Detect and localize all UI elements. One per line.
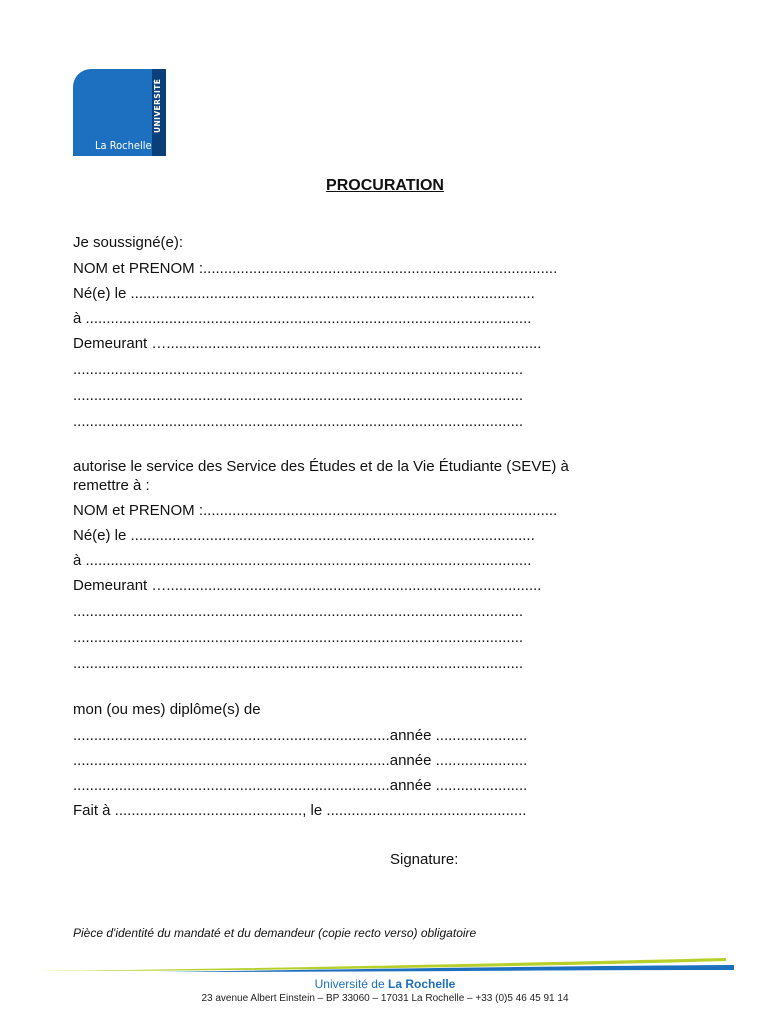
page-title: PROCURATION [326,177,444,194]
form-line-place-date: Fait à ............................................., le ................................................ [73,802,527,819]
form-line-blank: ............................................................................................................ [73,629,524,646]
form-line-authorize-cont: remettre à : [73,477,150,494]
form-line-name-1: NOM et PRENOM :..................................................................................... [73,260,558,277]
footnote: Pièce d'identité du mandaté et du demandeur (copie recto verso) obligatoire [73,926,477,940]
logo-vertical-text: UNIVERSITÉ [153,78,162,133]
form-line-born-2: Né(e) le ................................................................................................. [73,527,535,544]
form-line-place-1: à ........................................................................................................... [73,310,532,327]
university-logo [73,69,166,156]
form-line-diploma-year: ............................................................................année ...................... [73,752,528,769]
form-line-authorize: autorise le service des Service des Études et de la Vie Étudiante (SEVE) à [73,458,569,475]
form-line-address-1: Demeurant ….......................................................................................... [73,335,542,352]
footer-university-name: La Rochelle [388,977,456,991]
footer-swoosh [36,955,736,975]
form-line-diploma-year: ............................................................................année ...................... [73,727,528,744]
footer-university-prefix: Université de [314,977,385,991]
form-line-name-2: NOM et PRENOM :..................................................................................... [73,502,558,519]
footer-address: 23 avenue Albert Einstein – BP 33060 – 17031 La Rochelle – +33 (0)5 46 45 91 14 [201,993,569,1004]
form-line-place-2: à ........................................................................................................... [73,552,532,569]
form-line-blank: ............................................................................................................ [73,387,524,404]
form-line-blank: ............................................................................................................ [73,603,524,620]
footer-university [0,977,770,991]
form-line-diploma: mon (ou mes) diplôme(s) de [73,701,261,718]
form-line-born-1: Né(e) le ................................................................................................. [73,285,535,302]
form-line-intro: Je soussigné(e): [73,234,184,251]
signature-label: Signature: [390,851,459,868]
form-line-blank: ............................................................................................................ [73,655,524,672]
logo-name: La Rochelle [95,139,152,152]
form-line-blank: ............................................................................................................ [73,361,524,378]
form-line-address-2: Demeurant ….......................................................................................... [73,577,542,594]
form-line-blank: ............................................................................................................ [73,413,524,430]
form-line-diploma-year: ............................................................................année ...................... [73,777,528,794]
